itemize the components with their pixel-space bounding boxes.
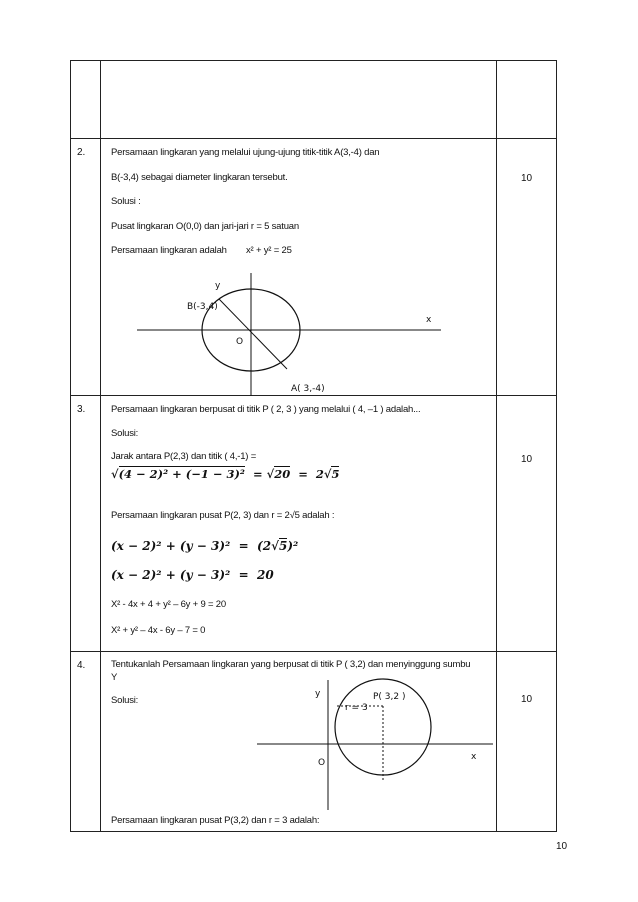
equation-line: (x − 2)² + (y − 3)² = 20: [111, 568, 274, 582]
circle-diagram-problem-4: [101, 670, 497, 810]
score-cell: [497, 61, 557, 139]
problem-content: [101, 652, 497, 832]
table-row-problem-3: [71, 396, 557, 652]
solution-text: Persamaan lingkaran pusat P(2, 3) dan r = 2√5 adalah :: [111, 510, 335, 521]
problem-number: 3.: [71, 396, 101, 652]
y-axis-label: y: [315, 689, 321, 699]
problem-text: Y: [111, 672, 118, 683]
center-label: P( 3,2 ): [373, 692, 406, 702]
equation-line: (x − 2)² + (y − 3)² = (2√5)²: [111, 539, 299, 553]
content-cell: [101, 61, 497, 139]
solution-text: Pusat lingkaran O(0,0) dan jari-jari r = 5 satuan: [111, 221, 299, 232]
y-axis-label: y: [215, 281, 221, 291]
problem-number: 4.: [71, 652, 101, 832]
circle-equation: x² + y² = 25: [246, 245, 292, 256]
number-cell: [71, 61, 101, 139]
circle-diagram-problem-2: [101, 257, 497, 396]
score-value: 10: [520, 694, 533, 705]
problem-text: Persamaan lingkaran berpusat di titik P ( 2, 3 ) yang melalui ( 4, –1 ) adalah...: [111, 404, 421, 415]
radius-label: r = 3: [345, 703, 368, 713]
x-axis-label: x: [426, 315, 432, 325]
problem-text: Persamaan lingkaran yang melalui ujung-ujung titik-titik A(3,-4) dan: [111, 147, 380, 158]
point-a-label: A( 3,-4): [291, 384, 325, 394]
score-cell: [497, 652, 557, 832]
distance-formula: √(4 − 2)² + (−1 − 3)² = √20 = 2√5: [111, 467, 340, 481]
solution-label: Solusi:: [111, 695, 139, 706]
solution-text: Persamaan lingkaran pusat P(3,2) dan r = 3 adalah:: [111, 815, 320, 826]
solution-text: Jarak antara P(2,3) dan titik ( 4,-1) =: [111, 451, 257, 462]
problem-table: [70, 60, 557, 832]
x-axis-label-problem-4: x: [471, 752, 477, 762]
solution-text: X² + y² – 4x - 6y – 7 = 0: [111, 625, 206, 636]
score-value: 10: [520, 454, 533, 465]
point-b-label: B(-3,4): [187, 302, 218, 312]
table-row: [71, 61, 557, 139]
score-cell: [497, 396, 557, 652]
problem-content: [101, 396, 497, 652]
problem-text: Tentukanlah Persamaan lingkaran yang berpusat di titik P ( 3,2) dan menyinggung sumbu: [111, 659, 471, 670]
score-value: 10: [520, 173, 533, 184]
solution-label: Solusi:: [111, 428, 139, 439]
solution-label: Solusi :: [111, 196, 141, 207]
table-row-problem-2: [71, 139, 557, 396]
table-row-problem-4: [71, 652, 557, 832]
page-number: 10: [556, 841, 568, 852]
origin-label: O: [236, 337, 244, 347]
problem-number: 2.: [71, 139, 101, 396]
score-cell: [497, 139, 557, 396]
problem-content: [101, 139, 497, 396]
solution-text: Persamaan lingkaran adalah: [111, 245, 227, 256]
origin-label: O: [318, 758, 326, 768]
problem-text: B(-3,4) sebagai diameter lingkaran tersebut.: [111, 172, 288, 183]
solution-text: X² - 4x + 4 + y² – 6y + 9 = 20: [111, 599, 226, 610]
